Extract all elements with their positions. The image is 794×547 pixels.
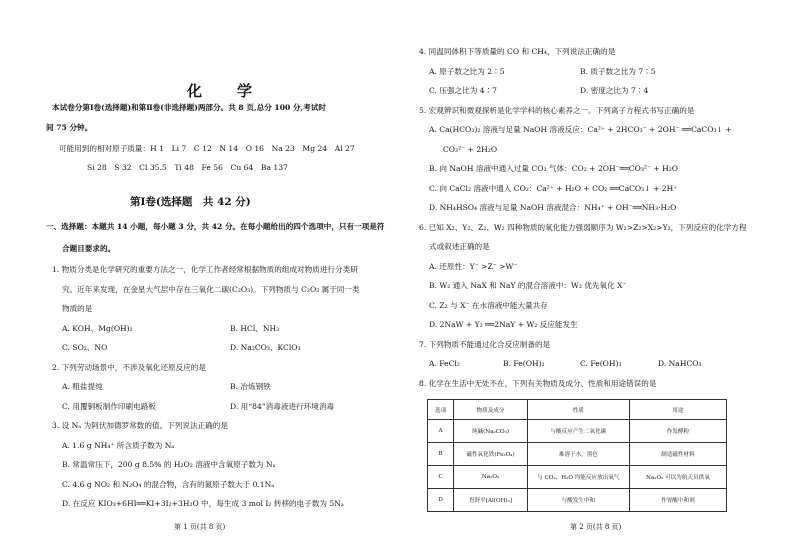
table-row <box>428 420 727 443</box>
instructions-line-2: 合题目要求的。 <box>62 244 116 253</box>
table-cell: 作发酵粉 <box>629 420 726 443</box>
table-row <box>428 443 727 466</box>
question-2-option-d: D. 用“84”消毒液进行环境消毒 <box>230 402 335 411</box>
question-6-stem-line-1: 6. 已知 X₂、Y₂、Z₂、W₂ 四种物质的氧化能力强弱顺序为 W₂>Z₂>X₂>Y₂，下列反应的化学方程 <box>419 223 747 232</box>
page-footer-2: 第 2 页(共 8 页) <box>570 523 622 531</box>
table-cell: 纯碱(Na₂CO₃) <box>454 420 528 443</box>
question-5-option-a-line-2: CO₃²⁻ + 2H₂O <box>443 145 498 154</box>
section-heading: 第Ⅰ卷(选择题 共 42 分) <box>130 196 251 208</box>
question-1-option-d: D. Na₂CO₃、KClO₃ <box>230 343 301 352</box>
question-7-option-c: C. Fe(OH)₃ <box>580 359 622 368</box>
question-2-option-c: C. 用覆铜板制作印刷电路板 <box>62 402 156 411</box>
question-4-option-c: C. 压强之比为 4∶7 <box>429 86 498 95</box>
question-3-option-c: C. 4.6 g NO₂ 和 N₂O₄ 的混合物，含有的氮原子数大于 0.1Nₐ <box>62 480 275 489</box>
question-7-option-d: D. NaHCO₃ <box>658 359 702 368</box>
table-header-cell: 物质及成分 <box>454 400 528 420</box>
intro-line-1: 本试卷分第Ⅰ卷(选择题)和第Ⅱ卷(非选择题)两部分。共 8 页,总分 100 分,考试时 <box>52 103 326 112</box>
question-5-option-a-line-1: A. Ca(HCO₃)₂ 溶液与足量 NaOH 溶液反应：Ca²⁺ + 2HCO₃⁻ + 2OH⁻ ══CaCO₃↓ + <box>429 125 732 134</box>
page-title: 化 学 <box>187 82 263 100</box>
intro-line-2: 间 75 分钟。 <box>46 123 93 132</box>
question-7-option-a: A. FeCl₂ <box>429 359 460 368</box>
table-row <box>428 466 727 489</box>
atomic-masses-line-2: Si 28 S 32 Cl 35.5 Ti 48 Fe 56 Cu 64 Ba 137 <box>87 163 288 172</box>
question-6-option-c: C. Z₂ 与 X⁻ 在水溶液中能大量共存 <box>429 301 548 310</box>
question-1-stem-b: 究。近年来发现，在金星大气层中存在三氧化二碳(C₂O₃)。下列物质与 C₂O₃ 属于同一类 <box>62 285 360 294</box>
question-6-option-b: B. W₂ 通入 NaX 和 NaY 的混合溶液中：W₂ 优先氧化 X⁻ <box>429 281 627 290</box>
table-cell: Na₂O₂ 可以为航天员供氧 <box>629 466 726 489</box>
table-cell: 磁性氧化铁(Fe₃O₄) <box>454 443 528 466</box>
table-header-cell: 用途 <box>629 400 726 420</box>
question-8-stem: 8. 化学在生活中无处不在，下列有关物质及成分、性质和用途错误的是 <box>419 379 657 388</box>
question-2-option-b: B. 冶炼钢铁 <box>230 382 271 391</box>
question-1-option-c: C. SO₂、NO <box>62 343 108 352</box>
table-cell: 难溶于水，黑色 <box>527 443 629 466</box>
table-cell: 与酸发生中和 <box>527 489 629 512</box>
question-1-option-a: A. KOH、Mg(OH)₂ <box>62 324 133 333</box>
table-cell: D <box>428 489 454 512</box>
instructions-line-1: 一、选择题：本题共 14 小题，每小题 3 分，共 42 分。在每小题给出的四个选项中，只有一项是符 <box>46 222 385 231</box>
table-cell: 胃舒平[Al(OH)₃] <box>454 489 528 512</box>
question-3-option-b: B. 常温常压下，200 g 8.5% 的 H₂O₂ 溶液中含氧原子数为 Nₐ <box>62 460 276 469</box>
table-cell: 作胃酸中和剂 <box>629 489 726 512</box>
question-6-option-d: D. 2NaW + Y₂ ══2NaY + W₂ 反应能发生 <box>429 320 578 329</box>
question-3-stem: 3. 设 Nₐ 为阿伏加德罗常数的值。下列说法正确的是 <box>52 421 228 430</box>
question-5-option-d: D. NH₄HSO₄ 溶液与足量 NaOH 溶液混合：NH₄⁺ + OH⁻══NH₃·H₂O <box>429 203 677 212</box>
atomic-masses-line-1: 可能用到的相对原子质量：H 1 Li 7 C 12 N 14 O 16 Na 23 Mg 24 Al 27 <box>59 144 355 153</box>
table-cell: B <box>428 443 454 466</box>
table-cell: Na₂O₂ <box>454 466 528 489</box>
question-4-option-a: A. 原子数之比为 2∶5 <box>429 67 505 76</box>
question-3-option-d: D. 在反应 KIO₃+6HI══KI+3I₂+3H₂O 中，每生成 3 mol I₂ 转移的电子数为 5Nₐ <box>62 499 344 508</box>
question-4-option-b: B. 质子数之比为 7∶5 <box>580 67 656 76</box>
table-row <box>428 489 727 512</box>
table-cell: C <box>428 466 454 489</box>
table-cell: 制造磁性材料 <box>629 443 726 466</box>
page-footer-1: 第 1 页(共 8 页) <box>174 523 226 531</box>
question-6-stem-line-2: 式或叙述正确的是 <box>429 242 490 251</box>
question-1-option-b: B. HCl、NH₃ <box>230 324 280 333</box>
question-5-option-c: C. 向 CaCl₂ 溶液中通入 CO₂：Ca²⁺ + H₂O + CO₂ ══CaCO₃↓ + 2H⁺ <box>429 184 678 193</box>
question-7-option-b: B. Fe(OH)₂ <box>503 359 545 368</box>
question-4-option-d: D. 密度之比为 7∶4 <box>580 86 649 95</box>
table-header-cell: 性质 <box>527 400 629 420</box>
question-4-stem: 4. 同温同体积下等质量的 CO 和 CH₄，下列说法正确的是 <box>419 47 616 56</box>
table-cell: A <box>428 420 454 443</box>
question-5-stem: 5. 宏观辨识和微观探析是化学学科的核心素养之一。下列离子方程式书写正确的是 <box>419 106 695 115</box>
question-8-table <box>427 399 727 512</box>
question-6-option-a: A. 还原性：Y⁻ >Z⁻ >W⁻ <box>429 262 518 271</box>
question-7-stem: 7. 下列物质不能通过化合反应制备的是 <box>419 340 551 349</box>
question-2-stem: 2. 下列劳动场景中，不涉及氧化还原反应的是 <box>52 363 206 372</box>
question-1-stem-c: 物质的是 <box>62 304 93 313</box>
question-5-option-b: B. 向 NaOH 溶液中通入过量 CO₂ 气体：CO₂ + 2OH⁻══CO₃²⁻ + H₂O <box>429 164 679 173</box>
table-cell: 与酸反应产生二氧化碳 <box>527 420 629 443</box>
table-header-cell: 选项 <box>428 400 454 420</box>
table-cell: 与 CO₂、H₂O 均能反应放出氧气 <box>527 466 629 489</box>
question-2-option-a: A. 粗盐提纯 <box>62 382 103 391</box>
question-3-option-a: A. 1.6 g NH₄⁺ 所含质子数为 Nₐ <box>62 441 175 450</box>
right-page <box>397 0 794 547</box>
table-header-row <box>428 400 727 420</box>
question-1-stem-a: 1. 物质分类是化学研究的重要方法之一，化学工作者经常根据物质的组成对物质进行分类研 <box>52 265 358 274</box>
